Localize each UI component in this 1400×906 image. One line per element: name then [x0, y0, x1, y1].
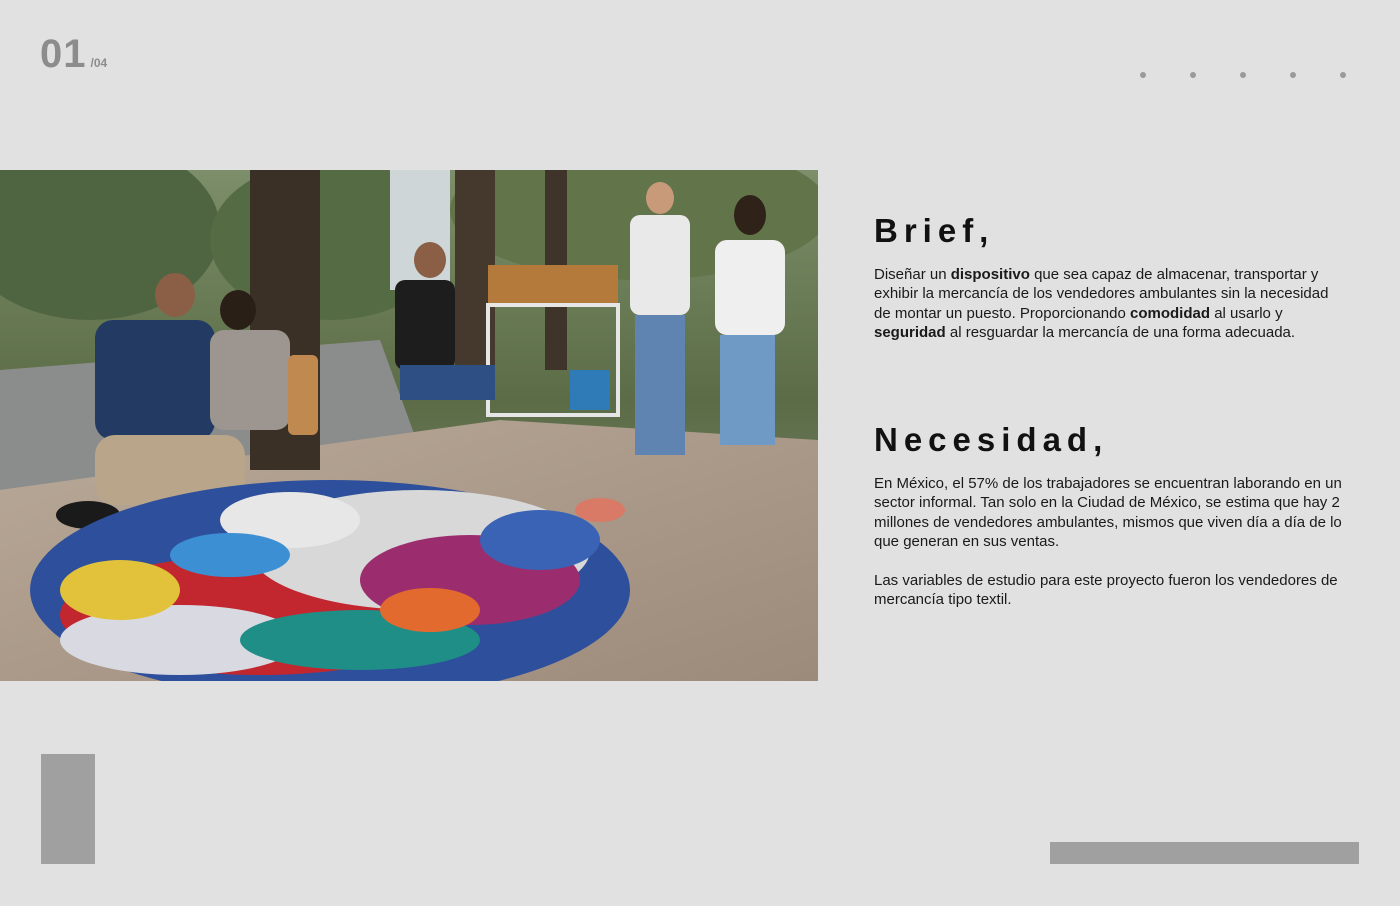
- nav-dot-1[interactable]: [1140, 72, 1146, 78]
- brief-text: Diseñar un dispositivo que sea capaz de almacenar, transportar y exhibir la mercancía de los vendedores ambulantes sin la necesidad de montar un puesto. Proporcionando comodidad al usarlo y seguridad al resguardar la mercancía de una forma adecuada.: [874, 266, 1329, 342]
- nav-dot-3[interactable]: [1240, 72, 1246, 78]
- necesidad-heading: Necesidad,: [874, 421, 1109, 458]
- page-number: [40, 34, 107, 74]
- brief-bold-dispositivo: dispositivo: [950, 266, 1030, 283]
- decorative-block-left: [41, 754, 95, 864]
- brief-bold-seguridad: seguridad: [874, 324, 946, 342]
- decorative-bar-right: [1050, 842, 1359, 864]
- brief-heading: Brief,: [874, 212, 995, 249]
- page-nav-dots: [1140, 72, 1346, 78]
- nav-dot-5[interactable]: [1340, 72, 1346, 78]
- page-total: /04: [90, 56, 108, 70]
- street-vendors-photo: [0, 170, 818, 681]
- necesidad-paragraph-2: Las variables de estudio para este proyecto fueron los vendedores de mercancía tipo textil.: [874, 571, 1338, 609]
- brief-section: [874, 214, 1344, 343]
- brief-bold-comodidad: comodidad: [1130, 304, 1211, 322]
- nav-dot-4[interactable]: [1290, 72, 1296, 78]
- necesidad-section: [874, 423, 1344, 609]
- nav-dot-2[interactable]: [1190, 72, 1196, 78]
- photo-illustration: [0, 170, 818, 681]
- necesidad-paragraph-1: En México, el 57% de los trabajadores se encuentran laborando en un sector informal. Tan solo en la Ciudad de México, se estima que hay 2 millones de vendedores ambulantes, mismos que viven día a día de lo que generan en sus ventas.: [874, 475, 1342, 551]
- page-current: 01: [40, 32, 87, 76]
